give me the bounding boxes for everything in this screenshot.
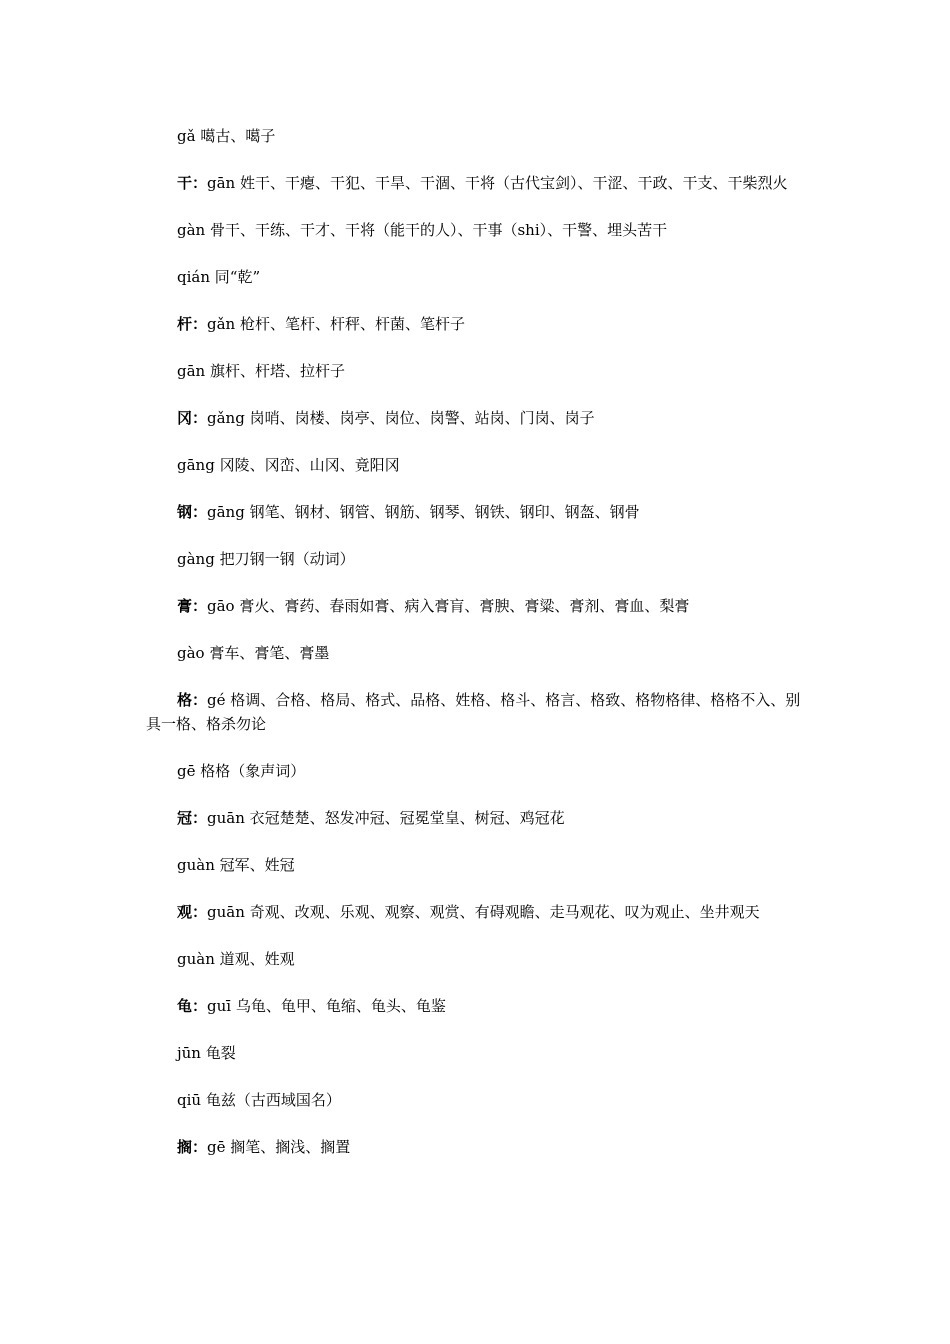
list-item <box>146 312 810 336</box>
entry-text: gào 膏车、膏笔、膏墨 <box>177 644 330 662</box>
entry-head: 龟： <box>177 997 208 1015</box>
entry-head: 搁： <box>177 1138 208 1156</box>
list-item <box>146 547 810 571</box>
entry-text: guàn 道观、姓观 <box>177 950 295 968</box>
list-item <box>146 759 810 783</box>
entry-text: jūn 龟裂 <box>177 1044 236 1062</box>
list-item <box>146 1088 810 1112</box>
list-item <box>146 641 810 665</box>
entry-text: gān 旗杆、杆塔、拉杆子 <box>177 362 345 380</box>
entry-list <box>146 124 810 1182</box>
entry-text: gāng 钢笔、钢材、钢管、钢筋、钢琴、钢铁、钢印、钢盔、钢骨 <box>207 503 640 521</box>
entry-text: guàn 冠军、姓冠 <box>177 856 295 874</box>
list-item <box>146 406 810 430</box>
list-item <box>146 124 810 148</box>
list-item <box>146 853 810 877</box>
entry-head: 观： <box>177 903 208 921</box>
entry-head: 杆： <box>177 315 208 333</box>
entry-head: 干： <box>177 174 208 192</box>
list-item <box>146 265 810 289</box>
entry-text: guān 奇观、改观、乐观、观察、观赏、有碍观瞻、走马观花、叹为观止、坐井观天 <box>207 903 760 921</box>
entry-text: qián 同“乾” <box>177 268 261 286</box>
list-item <box>146 947 810 971</box>
list-item <box>146 900 810 924</box>
entry-head: 膏： <box>177 597 208 615</box>
entry-head: 格： <box>177 691 208 709</box>
entry-text: gāng 冈陵、冈峦、山冈、竟阳冈 <box>177 456 400 474</box>
entry-text: qiū 龟兹（古西域国名） <box>177 1091 341 1109</box>
entry-head: 冠： <box>177 809 208 827</box>
entry-text: guān 衣冠楚楚、怒发冲冠、冠冕堂皇、树冠、鸡冠花 <box>207 809 565 827</box>
list-item <box>146 806 810 830</box>
entry-text: gē 搁笔、搁浅、搁置 <box>207 1138 351 1156</box>
entry-text: guī 乌龟、龟甲、龟缩、龟头、龟鉴 <box>207 997 446 1015</box>
list-item <box>146 500 810 524</box>
list-item <box>146 218 810 242</box>
entry-text: gē 格格（象声词） <box>177 762 306 780</box>
list-item <box>146 359 810 383</box>
entry-text: gǎng 岗哨、岗楼、岗亭、岗位、岗警、站岗、门岗、岗子 <box>207 409 595 427</box>
list-item <box>146 994 810 1018</box>
list-item <box>146 453 810 477</box>
entry-text: gàng 把刀钢一钢（动词） <box>177 550 355 568</box>
entry-text: gé 格调、合格、格局、格式、品格、姓格、格斗、格言、格致、格物格律、格格不入、别具一格、格杀勿论 <box>146 691 801 733</box>
entry-text: gǎn 枪杆、笔杆、杆秤、杆菌、笔杆子 <box>207 315 465 333</box>
list-item <box>146 594 810 618</box>
list-item <box>146 688 810 736</box>
list-item <box>146 1135 810 1159</box>
list-item <box>146 171 810 195</box>
entry-text: gāo 膏火、膏药、春雨如膏、病入膏肓、膏腴、膏粱、膏剂、膏血、梨膏 <box>207 597 690 615</box>
entry-text: gǎ 噶古、噶子 <box>177 127 276 145</box>
list-item <box>146 1041 810 1065</box>
entry-text: gàn 骨干、干练、干才、干将（能干的人）、干事（shi）、干警、埋头苦干 <box>177 221 668 239</box>
entry-text: gān 姓干、干瘪、干犯、干旱、干涸、干将（古代宝剑）、干涩、干政、干支、干柴烈火 <box>207 174 788 192</box>
entry-head: 冈： <box>177 409 208 427</box>
entry-head: 钢： <box>177 503 208 521</box>
